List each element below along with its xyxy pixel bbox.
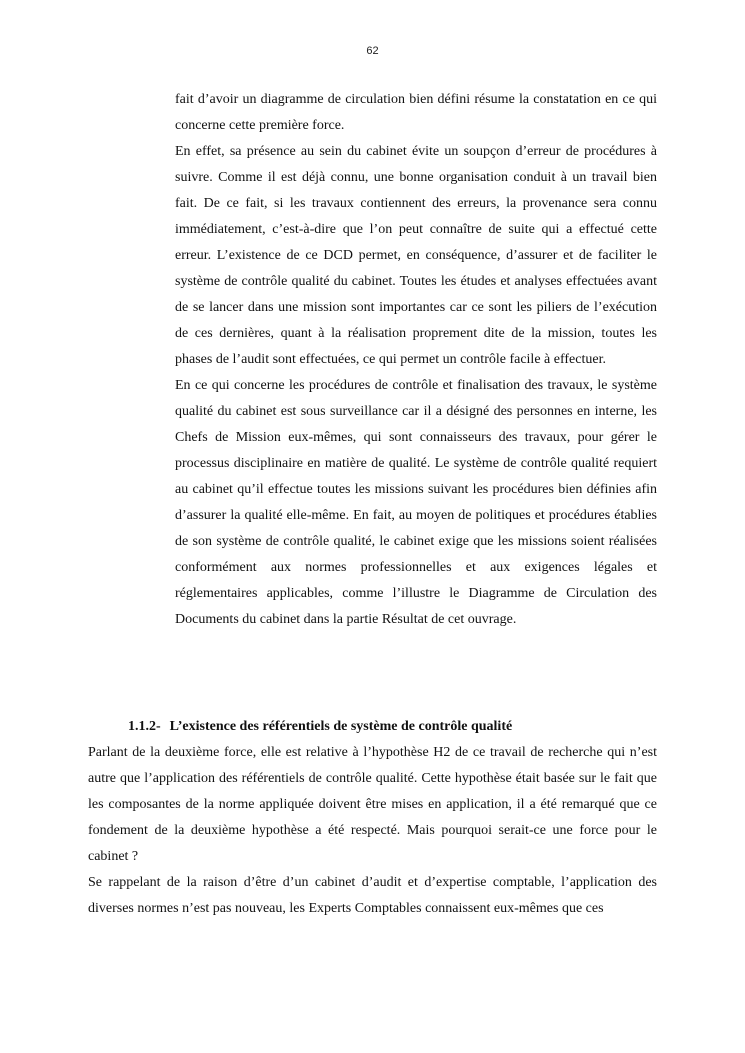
indented-text-block	[175, 87, 657, 633]
page-number: 62	[366, 45, 379, 57]
paragraph-second-force: Parlant de la deuxième force, elle est relative à l’hypothèse H2 de ce travail de recherche qui n’est autre que l’application des référentiels de contrôle qualité. Cette hypothèse était basée sur le fait que les composantes de la norme appliquée doivent être mises en application, il a été remarqué que ce fondement de la deuxième hypothèse a été respecté. Mais pourquoi serait-ce une force pour le cabinet ?	[88, 745, 657, 864]
full-width-text-block	[88, 740, 657, 922]
paragraph-dcd-benefits: En effet, sa présence au sein du cabinet évite un soupçon d’erreur de procédures à suivre. Comme il est déjà connu, une bonne organisation conduit à un travail bien fait. De ce fait, si les travaux contiennent des erreurs, la provenance sera connu immédiatement, c’est-à-dire que l’on peut connaître de suite qui a effectué cette erreur. L’existence de ce DCD permet, en conséquence, d’assurer et de faciliter le système de contrôle qualité du cabinet. Toutes les études et analyses effectuées avant de se lancer dans une mission sont importantes car ce sont les piliers de l’exécution de ces dernières, quant à la réalisation proprement dite de la mission, toutes les phases de l’audit sont effectuées, ce qui permet un contrôle facile à effectuer.	[175, 144, 657, 367]
section-number: 1.1.2-	[128, 719, 161, 734]
section-title: L’existence des référentiels de système de contrôle qualité	[169, 719, 513, 734]
paragraph-norms: Se rappelant de la raison d’être d’un cabinet d’audit et d’expertise comptable, l’application des diverses normes n’est pas nouveau, les Experts Comptables connaissent eux-mêmes que ces	[88, 875, 657, 916]
paragraph-continuation: fait d’avoir un diagramme de circulation bien défini résume la constatation en ce qui concerne cette première force.	[175, 92, 657, 133]
paragraph-control-procedures: En ce qui concerne les procédures de contrôle et finalisation des travaux, le système qualité du cabinet est sous surveillance car il a désigné des personnes en interne, les Chefs de Mission eux-mêmes, qui sont connaisseurs des travaux, pour gérer le processus disciplinaire en matière de qualité. Le système de contrôle qualité requiert au cabinet qu’il effectue toutes les missions suivant les procédures bien définies afin d’assurer la qualité elle-même. En fait, au moyen de politiques et procédures établies de son système de contrôle qualité, le cabinet exige que les missions soient réalisées conformément aux normes professionnelles et aux exigences légales et réglementaires applicables, comme l’illustre le Diagramme de Circulation des Documents du cabinet dans la partie Résultat de cet ouvrage.	[175, 378, 657, 627]
section-heading	[128, 714, 512, 740]
